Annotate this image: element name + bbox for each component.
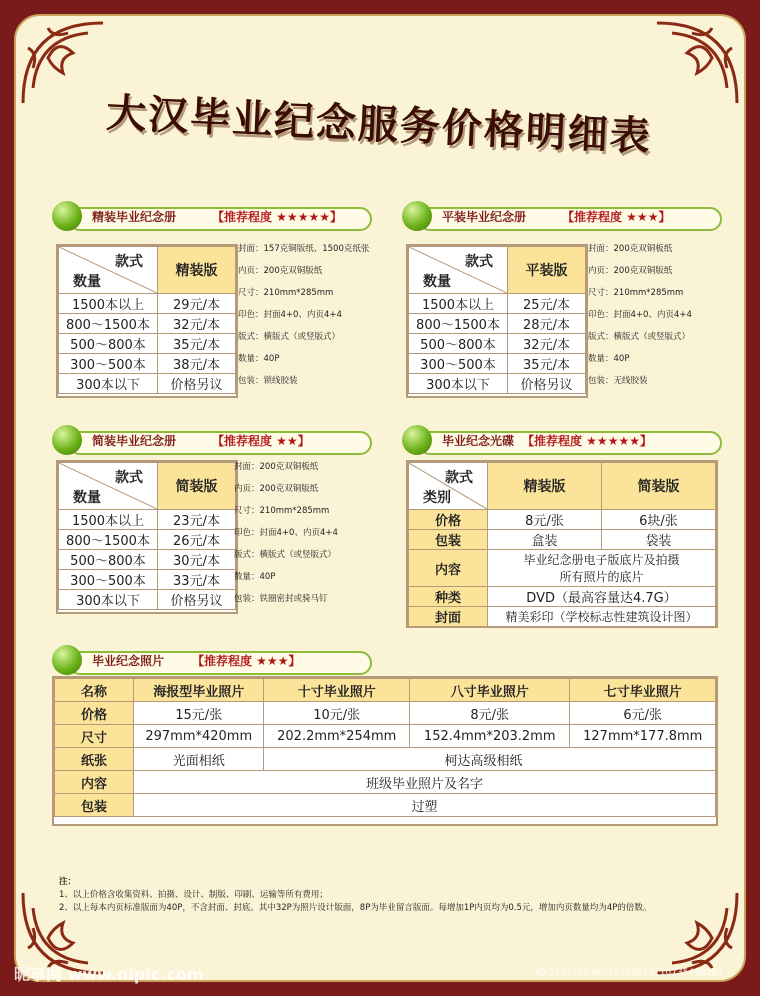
green-ball-icon — [402, 425, 432, 455]
table-row: 300～500本 38元/本 — [59, 354, 236, 374]
table-row: 内容 毕业纪念册电子版底片及拍摄所有照片的底片 — [409, 550, 716, 587]
section-header-photos — [52, 648, 372, 674]
section-title: 精装毕业纪念册 — [92, 210, 177, 224]
table-row: 300～500本 35元/本 — [409, 354, 586, 374]
corner-ornament-icon — [652, 18, 742, 108]
table-row: 纸张 光面相纸 柯达高级相纸 — [55, 748, 716, 771]
table-row: 300本以下 价格另议 — [59, 374, 236, 394]
section-header-softcover — [402, 204, 722, 230]
table-row: 包装 盒装 袋装 — [409, 530, 716, 550]
section-title: 毕业纪念光碟 — [442, 434, 515, 448]
price-table-basic: 款式 数量 简装版 1500本以上 23元/本 800～1500本 26元/本 500～800本 30元/本 300～500本 33元/本 300本以下 价格另议 — [56, 460, 238, 614]
price-table-deluxe: 款式 数量 精装版 1500本以上 29元/本 800～1500本 32元/本 500～800本 35元/本 300～500本 38元/本 300本以下 价格另议 — [56, 244, 238, 398]
table-row: 种类 DVD（最高容量达4.7G） — [409, 587, 716, 607]
table-row: 1500本以上 29元/本 — [59, 294, 236, 314]
table-row: 内容 班级毕业照片及名字 — [55, 771, 716, 794]
price-table-disc: 款式 类别 精装版 简装版 价格 8元/张 6块/张 包装 盒装 袋装 内容 毕业纪念册电子版底片及拍摄所有照片的底片 种类 DVD（最高容量达4.7G） 封面 精美彩印（学校标志性建筑设计图） — [406, 460, 718, 628]
image-id-watermark: ID:5591737 NO:20100914110735468287 — [536, 968, 723, 978]
page-title: 大汉毕业纪念服务价格明细表 — [105, 89, 653, 161]
table-row: 1500本以上 23元/本 — [59, 510, 236, 530]
price-table-softcover: 款式 数量 平装版 1500本以上 25元/本 800～1500本 28元/本 500～800本 32元/本 300～500本 35元/本 300本以下 价格另议 — [406, 244, 588, 398]
corner-ornament-icon — [652, 888, 742, 978]
green-ball-icon — [402, 201, 432, 231]
column-header: 简装版 — [601, 463, 715, 510]
table-row: 300～500本 33元/本 — [59, 570, 236, 590]
table-row: 价格 8元/张 6块/张 — [409, 510, 716, 530]
column-header: 平装版 — [508, 247, 586, 294]
column-header: 精装版 — [488, 463, 602, 510]
table-row: 包装 过塑 — [55, 794, 716, 817]
section-title: 简装毕业纪念册 — [92, 434, 177, 448]
table-row: 500～800本 32元/本 — [409, 334, 586, 354]
table-row: 尺寸 297mm*420mm 202.2mm*254mm 152.4mm*203.2mm 127mm*177.8mm — [55, 725, 716, 748]
green-ball-icon — [52, 201, 82, 231]
table-row: 800～1500本 26元/本 — [59, 530, 236, 550]
recommend-rating: 【推荐程度 ★★★★★】 — [522, 434, 652, 448]
recommend-rating: 【推荐程度 ★★★★★】 — [212, 210, 342, 224]
recommend-rating: 【推荐程度 ★★】 — [212, 434, 310, 448]
column-header: 精装版 — [158, 247, 236, 294]
table-row: 800～1500本 28元/本 — [409, 314, 586, 334]
recommend-rating: 【推荐程度 ★★★】 — [192, 654, 301, 668]
column-header: 简装版 — [158, 463, 236, 510]
table-row: 500～800本 30元/本 — [59, 550, 236, 570]
green-ball-icon — [52, 425, 82, 455]
table-row: 500～800本 35元/本 — [59, 334, 236, 354]
table-row: 1500本以上 25元/本 — [409, 294, 586, 314]
table-row: 800～1500本 32元/本 — [59, 314, 236, 334]
spec-list-deluxe: 封面：157克铜版纸、1500克纸张 内页：200克双铜版纸 尺寸：210mm*285mm 印色：封面4+0、内页4+4 版式：横版式（或竖版式） 数量：40P 包装：锁线胶装 — [238, 244, 370, 386]
price-table-photos: 名称 海报型毕业照片 十寸毕业照片 八寸毕业照片 七寸毕业照片 价格 15元/张 10元/张 8元/张 6元/张 尺寸 297mm*420mm 202.2mm*254mm 152.4mm*203.2mm 127mm*177.8mm 纸张 光面相纸 柯达高级相纸 内容 班级毕业照片及名字 包装 过塑 — [52, 676, 718, 826]
section-title: 平装毕业纪念册 — [442, 210, 527, 224]
table-row: 价格 15元/张 10元/张 8元/张 6元/张 — [55, 702, 716, 725]
table-row: 封面 精美彩印（学校标志性建筑设计图） — [409, 607, 716, 627]
corner-ornament-icon — [18, 18, 108, 108]
price-sheet — [14, 14, 746, 982]
section-header-basic — [52, 428, 372, 454]
watermark: 昵享网 www.nipic.com — [14, 965, 204, 984]
table-row: 300本以下 价格另议 — [409, 374, 586, 394]
section-header-deluxe — [52, 204, 372, 230]
footnotes: 注： 1、以上价格含收集资料、拍摄、设计、制版、印刷、运输等所有费用； 2、以上每本内页标准版面为40P，不含封面、封底。其中32P为照片设计版面，8P为毕业留言版面。每增加1P内页均为0.5元，增加内页数量均为4P的倍数。 — [59, 877, 652, 913]
recommend-rating: 【推荐程度 ★★★】 — [562, 210, 671, 224]
table-row: 300本以下 价格另议 — [59, 590, 236, 610]
section-header-disc — [402, 428, 722, 454]
green-ball-icon — [52, 645, 82, 675]
section-title: 毕业纪念照片 — [92, 654, 165, 668]
spec-list-basic: 封面：200克双铜板纸 内页：200克双铜版纸 尺寸：210mm*285mm 印色：封面4+0、内页4+4 版式：横版式（或竖版式） 数量：40P 包装：铁圈密封或骑马钉 — [234, 462, 338, 604]
spec-list-softcover: 封面：200克双铜板纸 内页：200克双铜版纸 尺寸：210mm*285mm 印色：封面4+0、内页4+4 版式：横版式（或竖版式） 数量：40P 包装：无线胶装 — [588, 244, 692, 386]
